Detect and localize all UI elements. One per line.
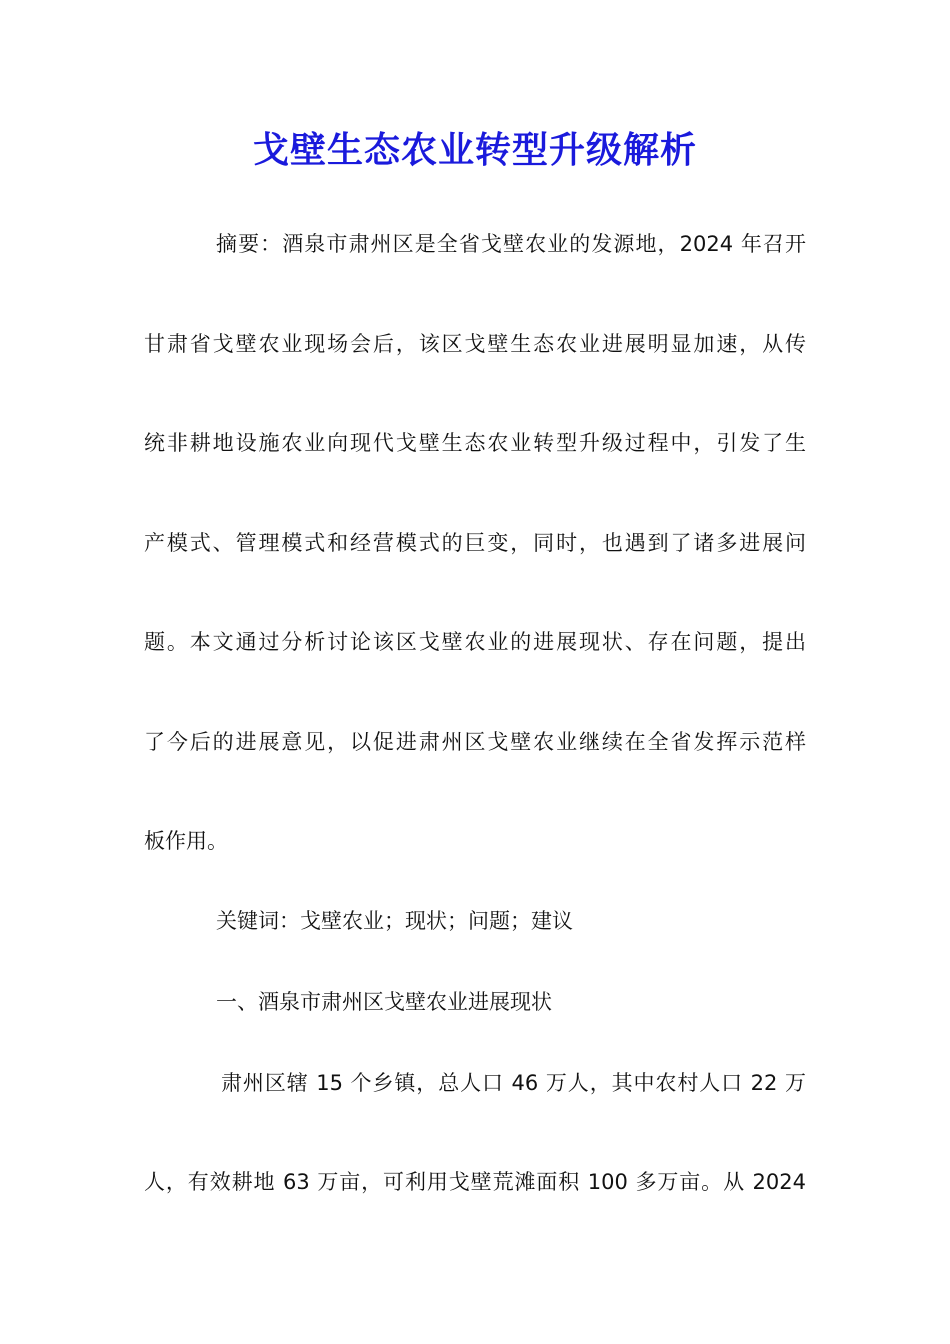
body-line-2: 人，有效耕地 63 万亩，可利用戈壁荒滩面积 100 多万亩。从 2024 <box>144 1170 806 1194</box>
abstract-line-6: 了今后的进展意见，以促进肃州区戈壁农业继续在全省发挥示范样 <box>144 730 806 754</box>
abstract-line-4: 产模式、管理模式和经营模式的巨变，同时，也遇到了诸多进展问 <box>144 531 806 555</box>
section-heading: 一、酒泉市肃州区戈壁农业进展现状 <box>216 990 552 1014</box>
body-line-1: 肃州区辖 15 个乡镇，总人口 46 万人，其中农村人口 22 万 <box>221 1071 806 1095</box>
document-title: 戈壁生态农业转型升级解析 <box>252 129 697 171</box>
abstract-line-3: 统非耕地设施农业向现代戈壁生态农业转型升级过程中，引发了生 <box>144 431 806 455</box>
abstract-line-1: 摘要：酒泉市肃州区是全省戈壁农业的发源地，2024 年召开 <box>216 232 806 256</box>
abstract-line-2: 甘肃省戈壁农业现场会后，该区戈壁生态农业进展明显加速，从传 <box>144 332 806 356</box>
keywords-line: 关键词：戈壁农业；现状；问题；建议 <box>216 909 573 933</box>
abstract-line-5: 题。本文通过分析讨论该区戈壁农业的进展现状、存在问题，提出 <box>144 630 806 654</box>
abstract-line-7: 板作用。 <box>144 829 228 853</box>
